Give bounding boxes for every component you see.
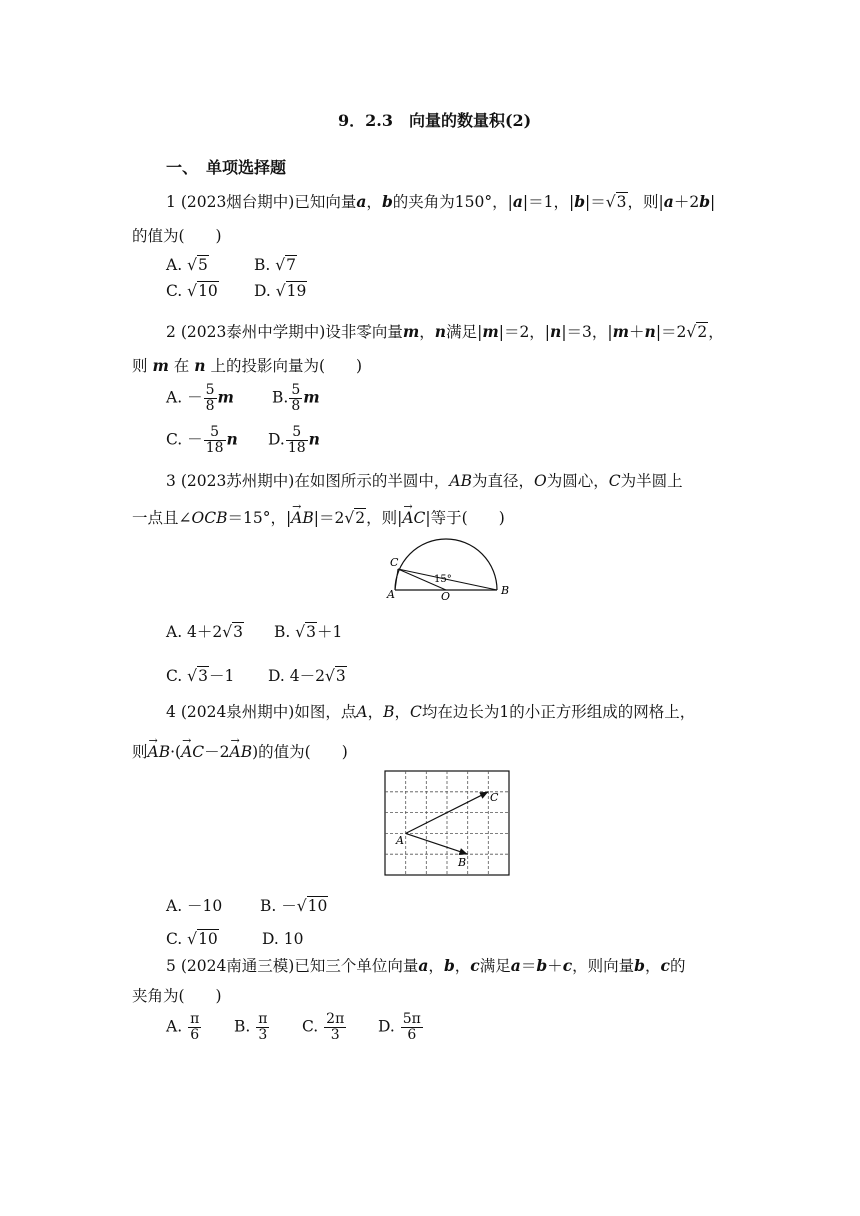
q2-option-d[interactable]: D. $\frac{5}{18}$ n (268, 424, 320, 456)
fig3-label-o: O (441, 590, 451, 602)
q5-option-a[interactable]: A. $\frac{\pi}{6}$ (166, 1011, 200, 1043)
q1-option-c[interactable]: C. √10 (166, 282, 218, 300)
q3-option-d[interactable]: D. 4－2√3 (268, 667, 346, 685)
q5-option-b[interactable]: B. $\frac{\pi}{3}$ (234, 1011, 268, 1043)
q2-option-c[interactable]: C. － $\frac{5}{18}$ n (166, 424, 238, 456)
question-2-line-2: 则 m 在 n 上的投影向量为( ) (132, 356, 363, 375)
question-5-line-1: 5 (2024南通三模)已知三个单位向量a，b，c满足a＝b＋c，则向量b，c的 (166, 956, 686, 975)
q4-option-b[interactable]: B. －√10 (260, 897, 328, 915)
question-4-line-2: 则→ AB·(→ AC－2→ AB)的值为( ) (132, 742, 348, 762)
q3-option-c[interactable]: C. √3－1 (166, 667, 235, 685)
q1-option-a[interactable]: A. √5 (166, 256, 208, 274)
question-5-line-2: 夹角为( ) (132, 987, 222, 1005)
q2-option-b[interactable]: B. $\frac{5}{8}$ m (272, 382, 320, 414)
fig3-angle-label: 15° (434, 574, 452, 585)
q5-option-c[interactable]: C. $\frac{2\pi}{3}$ (302, 1011, 345, 1043)
q1-option-d[interactable]: D. √19 (254, 282, 307, 300)
fig3-label-c: C (390, 556, 399, 569)
q4-option-a[interactable]: A. －10 (166, 897, 223, 915)
question-1-line-2: 的值为( ) (132, 227, 222, 245)
question-3-line-2: 一点且∠OCB＝15°，|→ AB|＝2√2，则|→ AC|等于( ) (132, 508, 505, 528)
q4-option-c[interactable]: C. √10 (166, 930, 218, 948)
section-heading: 一、 单项选择题 (166, 158, 287, 177)
grid-figure (384, 770, 510, 876)
fig4-label-c: C (490, 791, 499, 804)
question-2-line-1: 2 (2023泰州中学期中)设非零向量m，n满足|m|＝2，|n|＝3，|m＋n|＝2√2， (166, 322, 724, 341)
q1-option-b[interactable]: B. √7 (254, 256, 297, 274)
fig3-label-a: A (387, 588, 395, 601)
q3-option-a[interactable]: A. 4＋2√3 (166, 623, 244, 641)
fig4-label-b: B (458, 856, 467, 869)
vector-ab (406, 833, 468, 854)
grid-lines (385, 771, 509, 875)
semicircle-figure (380, 530, 515, 602)
page-title: 9．2.3 向量的数量积(2) (338, 111, 532, 130)
question-3-line-1: 3 (2023苏州期中)在如图所示的半圆中，AB为直径，O为圆心，C为半圆上 (166, 472, 683, 490)
fig3-label-b: B (501, 584, 510, 597)
q5-option-d[interactable]: D. $\frac{5\pi}{6}$ (378, 1011, 421, 1043)
q3-option-b[interactable]: B. √3＋1 (274, 623, 343, 641)
fig4-label-a: A (396, 834, 404, 847)
question-1-line-1: 1 (2023烟台期中)已知向量a，b的夹角为150°，|a|＝1，|b|＝√3，则|a＋2b| (166, 192, 716, 211)
question-4-line-1: 4 (2024泉州期中)如图，点A，B，C均在边长为1的小正方形组成的网格上， (166, 703, 696, 721)
q2-option-a[interactable]: A. － $\frac{5}{8}$ m (166, 382, 234, 414)
q4-option-d[interactable]: D. 10 (262, 930, 304, 948)
